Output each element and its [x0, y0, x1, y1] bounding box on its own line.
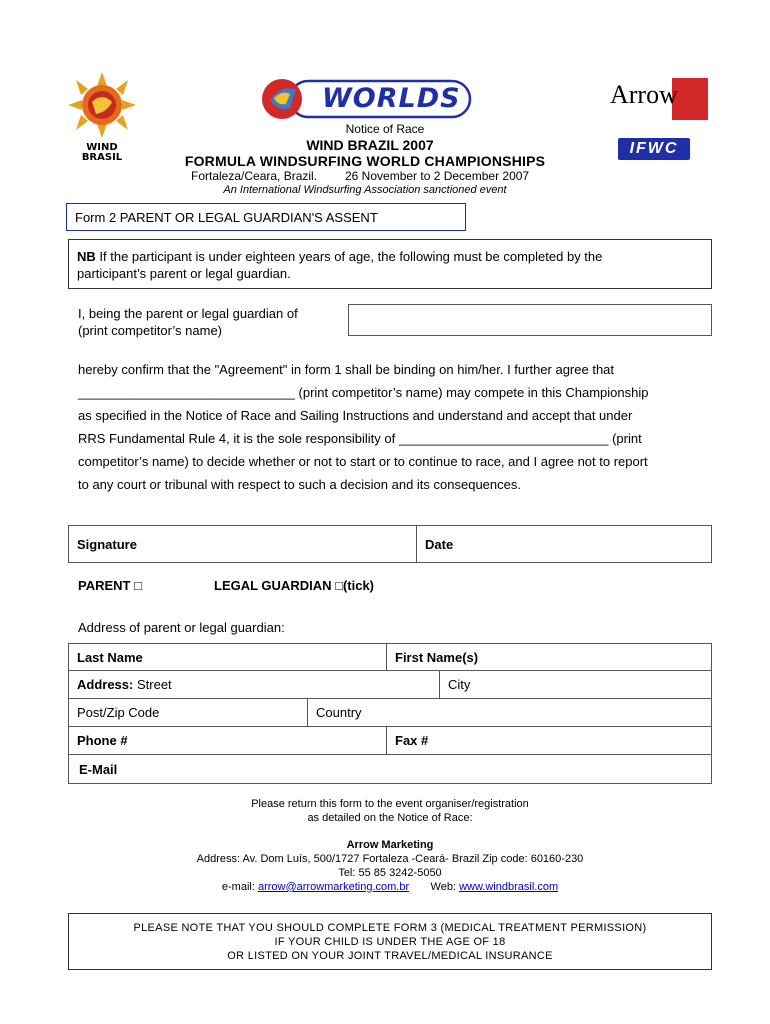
return-line-2: as detailed on the Notice of Race: — [307, 812, 473, 824]
country-label: Country — [316, 705, 362, 720]
agreement-line: ______________________________ (print competitor’s name) may compete in this Championship — [78, 385, 649, 400]
nb-box — [68, 239, 712, 289]
date-label: Date — [425, 536, 454, 552]
agreement-line: to any court or tribunal with respect to such a decision and its consequences. — [78, 477, 521, 492]
form-title: Form 2 PARENT OR LEGAL GUARDIAN'S ASSENT — [75, 210, 378, 225]
signature-label: Signature — [77, 536, 137, 552]
championship-title: FORMULA WINDSURFING WORLD CHAMPIONSHIPS — [184, 153, 546, 169]
agreement-line: hereby confirm that the "Agreement" in form 1 shall be binding on him/her. I further agree that — [78, 362, 615, 377]
email-prefix: e-mail: — [221, 881, 255, 893]
notice-of-race: Notice of Race — [345, 122, 425, 136]
organiser-contacts — [0, 881, 770, 893]
street-label: Street — [136, 677, 172, 692]
nb-label: NB — [77, 249, 96, 264]
competitor-name-field[interactable] — [348, 304, 712, 336]
event-title: WIND BRAZIL 2007 — [306, 137, 434, 153]
agreement-line: competitor’s name) to decide whether or not to start or to continue to race, and I agree not to report — [78, 454, 648, 469]
country-field[interactable] — [308, 699, 711, 726]
brasil-text: BRASIL — [81, 152, 123, 163]
agreement-line: as specified in the Notice of Race and Sailing Instructions and understand and accept that under — [78, 408, 633, 423]
guardian-of-label — [78, 305, 298, 339]
worlds-text: WORLDS — [322, 83, 461, 114]
agreement-paragraph — [78, 358, 718, 496]
medical-note — [69, 914, 711, 963]
organiser-address: Address: Av. Dom Luís, 500/1727 Fortaleza -Ceará- Brazil Zip code: 60160-230 — [196, 853, 584, 865]
event-location: Fortaleza/Ceara, Brazil. — [191, 169, 318, 183]
postcode-label: Post/Zip Code — [77, 705, 160, 720]
nb-text — [77, 248, 707, 282]
guardian-line-2: (print competitor’s name) — [78, 323, 223, 338]
arrow-logo — [610, 78, 702, 122]
last-name-label: Last Name — [77, 649, 143, 665]
parent-checkbox[interactable]: PARENT □ — [78, 578, 142, 593]
fax-label: Fax # — [395, 733, 429, 748]
email-label: E-Mail — [79, 761, 118, 777]
first-name-label: First Name(s) — [395, 649, 479, 665]
street-field[interactable] — [69, 671, 439, 698]
web-prefix: Web: — [430, 881, 457, 893]
city-field[interactable] — [440, 671, 711, 698]
ifwc-text: IFWC — [629, 140, 679, 157]
organiser-email-link[interactable]: arrow@arrowmarketing.com.br — [257, 881, 410, 893]
signature-field[interactable] — [69, 526, 417, 562]
guardian-line-1: I, being the parent or legal guardian of — [78, 306, 298, 321]
medical-note-box — [68, 913, 712, 970]
event-dates: 26 November to 2 December 2007 — [345, 169, 530, 183]
address-label: Address: — [77, 677, 134, 692]
form-title-box — [66, 203, 466, 231]
nb-line-1: If the participant is under eighteen years of age, the following must be completed by the — [99, 249, 603, 264]
fax-field[interactable] — [387, 727, 711, 754]
sanction-note: An International Windsurfing Association sanctioned event — [223, 184, 507, 196]
arrow-text: Arrow — [610, 80, 678, 109]
city-label: City — [448, 677, 471, 692]
wind-text: WIND — [86, 142, 118, 153]
note-line-1: PLEASE NOTE THAT YOU SHOULD COMPLETE FORM 3 (MEDICAL TREATMENT PERMISSION) — [133, 922, 647, 934]
organiser-phone: Tel: 55 85 3242-5050 — [338, 867, 442, 879]
email-field[interactable] — [71, 755, 711, 783]
nb-line-2: participant’s parent or legal guardian. — [77, 266, 291, 281]
note-line-2: IF YOUR CHILD IS UNDER THE AGE OF 18 — [274, 936, 506, 948]
organiser-web-link[interactable]: www.windbrasil.com — [459, 881, 559, 893]
worlds-logo — [260, 78, 474, 120]
agreement-line: RRS Fundamental Rule 4, it is the sole responsibility of _____________________________ (print — [78, 431, 642, 446]
organiser-name: Arrow Marketing — [346, 839, 434, 851]
signature-table — [68, 525, 712, 563]
legal-guardian-checkbox[interactable]: LEGAL GUARDIAN □(tick) — [214, 578, 375, 593]
address-heading: Address of parent or legal guardian: — [78, 620, 285, 635]
address-table — [68, 643, 712, 784]
phone-label: Phone # — [77, 733, 128, 748]
postcode-field[interactable] — [69, 699, 307, 726]
first-name-field[interactable] — [387, 644, 711, 670]
phone-field[interactable] — [69, 727, 386, 754]
last-name-field[interactable] — [69, 644, 386, 670]
date-field[interactable] — [417, 526, 711, 562]
return-line-1: Please return this form to the event organiser/registration — [251, 798, 529, 810]
note-line-3: OR LISTED ON YOUR JOINT TRAVEL/MEDICAL INSURANCE — [227, 950, 553, 962]
return-instructions — [0, 797, 770, 825]
